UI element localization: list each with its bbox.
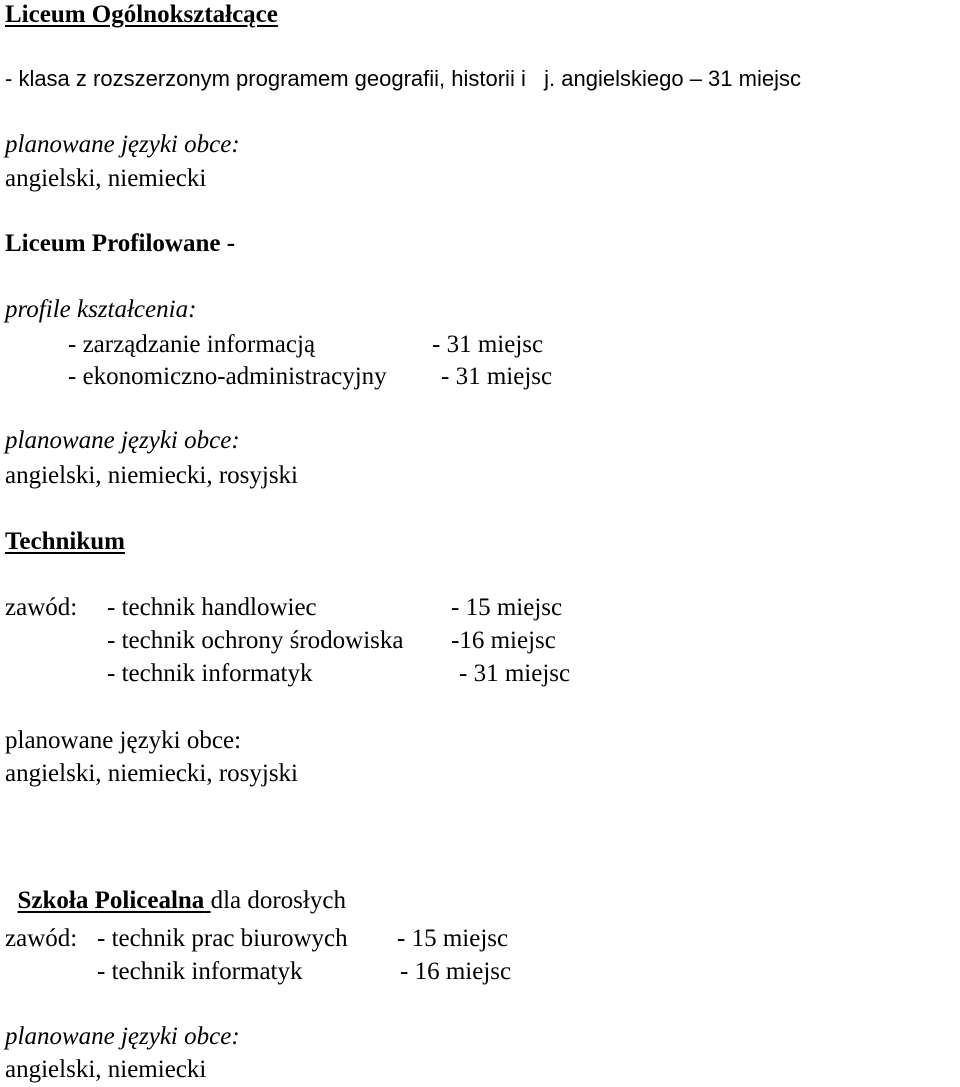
languages-label-technikum: planowane języki obce: [5, 727, 242, 754]
profession-label-technikum: zawód: [5, 594, 78, 621]
profession-seats-2: -16 miejsc [451, 627, 556, 654]
profession-label-policealna: zawód: [5, 925, 78, 952]
section-title-liceum-profilowane: Liceum Profilowane - [5, 230, 236, 257]
languages-lp: angielski, niemiecki, rosyjski [5, 462, 299, 489]
languages-label-lp: planowane języki obce: [5, 427, 240, 454]
profile-name-2: - ekonomiczno-administracyjny [68, 363, 387, 390]
profession-name-2: - technik ochrony środowiska [107, 627, 404, 654]
profession-name-3: - technik informatyk [107, 660, 313, 687]
languages-policealna: angielski, niemiecki [5, 1056, 207, 1083]
policealna-profession-seats-1: - 15 miejsc [397, 925, 509, 952]
languages-label-policealna: planowane języki obce: [5, 1023, 240, 1050]
profile-name-1: - zarządzanie informacją [68, 331, 316, 358]
profession-seats-3: - 31 miejsc [459, 660, 571, 687]
profile-seats-2: - 31 miejsc [441, 363, 553, 390]
section-title-liceum-ogolnoksztalcace: Liceum Ogólnokształcące [5, 1, 278, 28]
languages-technikum: angielski, niemiecki, rosyjski [5, 760, 299, 787]
profession-seats-1: - 15 miejsc [451, 594, 563, 621]
policealna-profession-seats-2: - 16 miejsc [400, 958, 512, 985]
section-title-szkola-policealna-suffix: dla dorosłych [210, 887, 346, 914]
section-title-szkola-policealna [5, 856, 346, 914]
section-title-szkola-policealna-main: Szkoła Policealna [17, 887, 205, 914]
languages-lo: angielski, niemiecki [5, 165, 207, 192]
policealna-profession-name-1: - technik prac biurowych [97, 925, 348, 952]
class-description: - klasa z rozszerzonym programem geografii, historii i j. angielskiego – 31 miejsc [5, 66, 801, 91]
profiles-label: profile kształcenia: [5, 296, 197, 323]
policealna-profession-name-2: - technik informatyk [97, 958, 303, 985]
profession-name-1: - technik handlowiec [107, 594, 317, 621]
languages-label-lo: planowane języki obce: [5, 131, 240, 158]
section-title-technikum: Technikum [5, 528, 125, 555]
profile-seats-1: - 31 miejsc [432, 331, 544, 358]
